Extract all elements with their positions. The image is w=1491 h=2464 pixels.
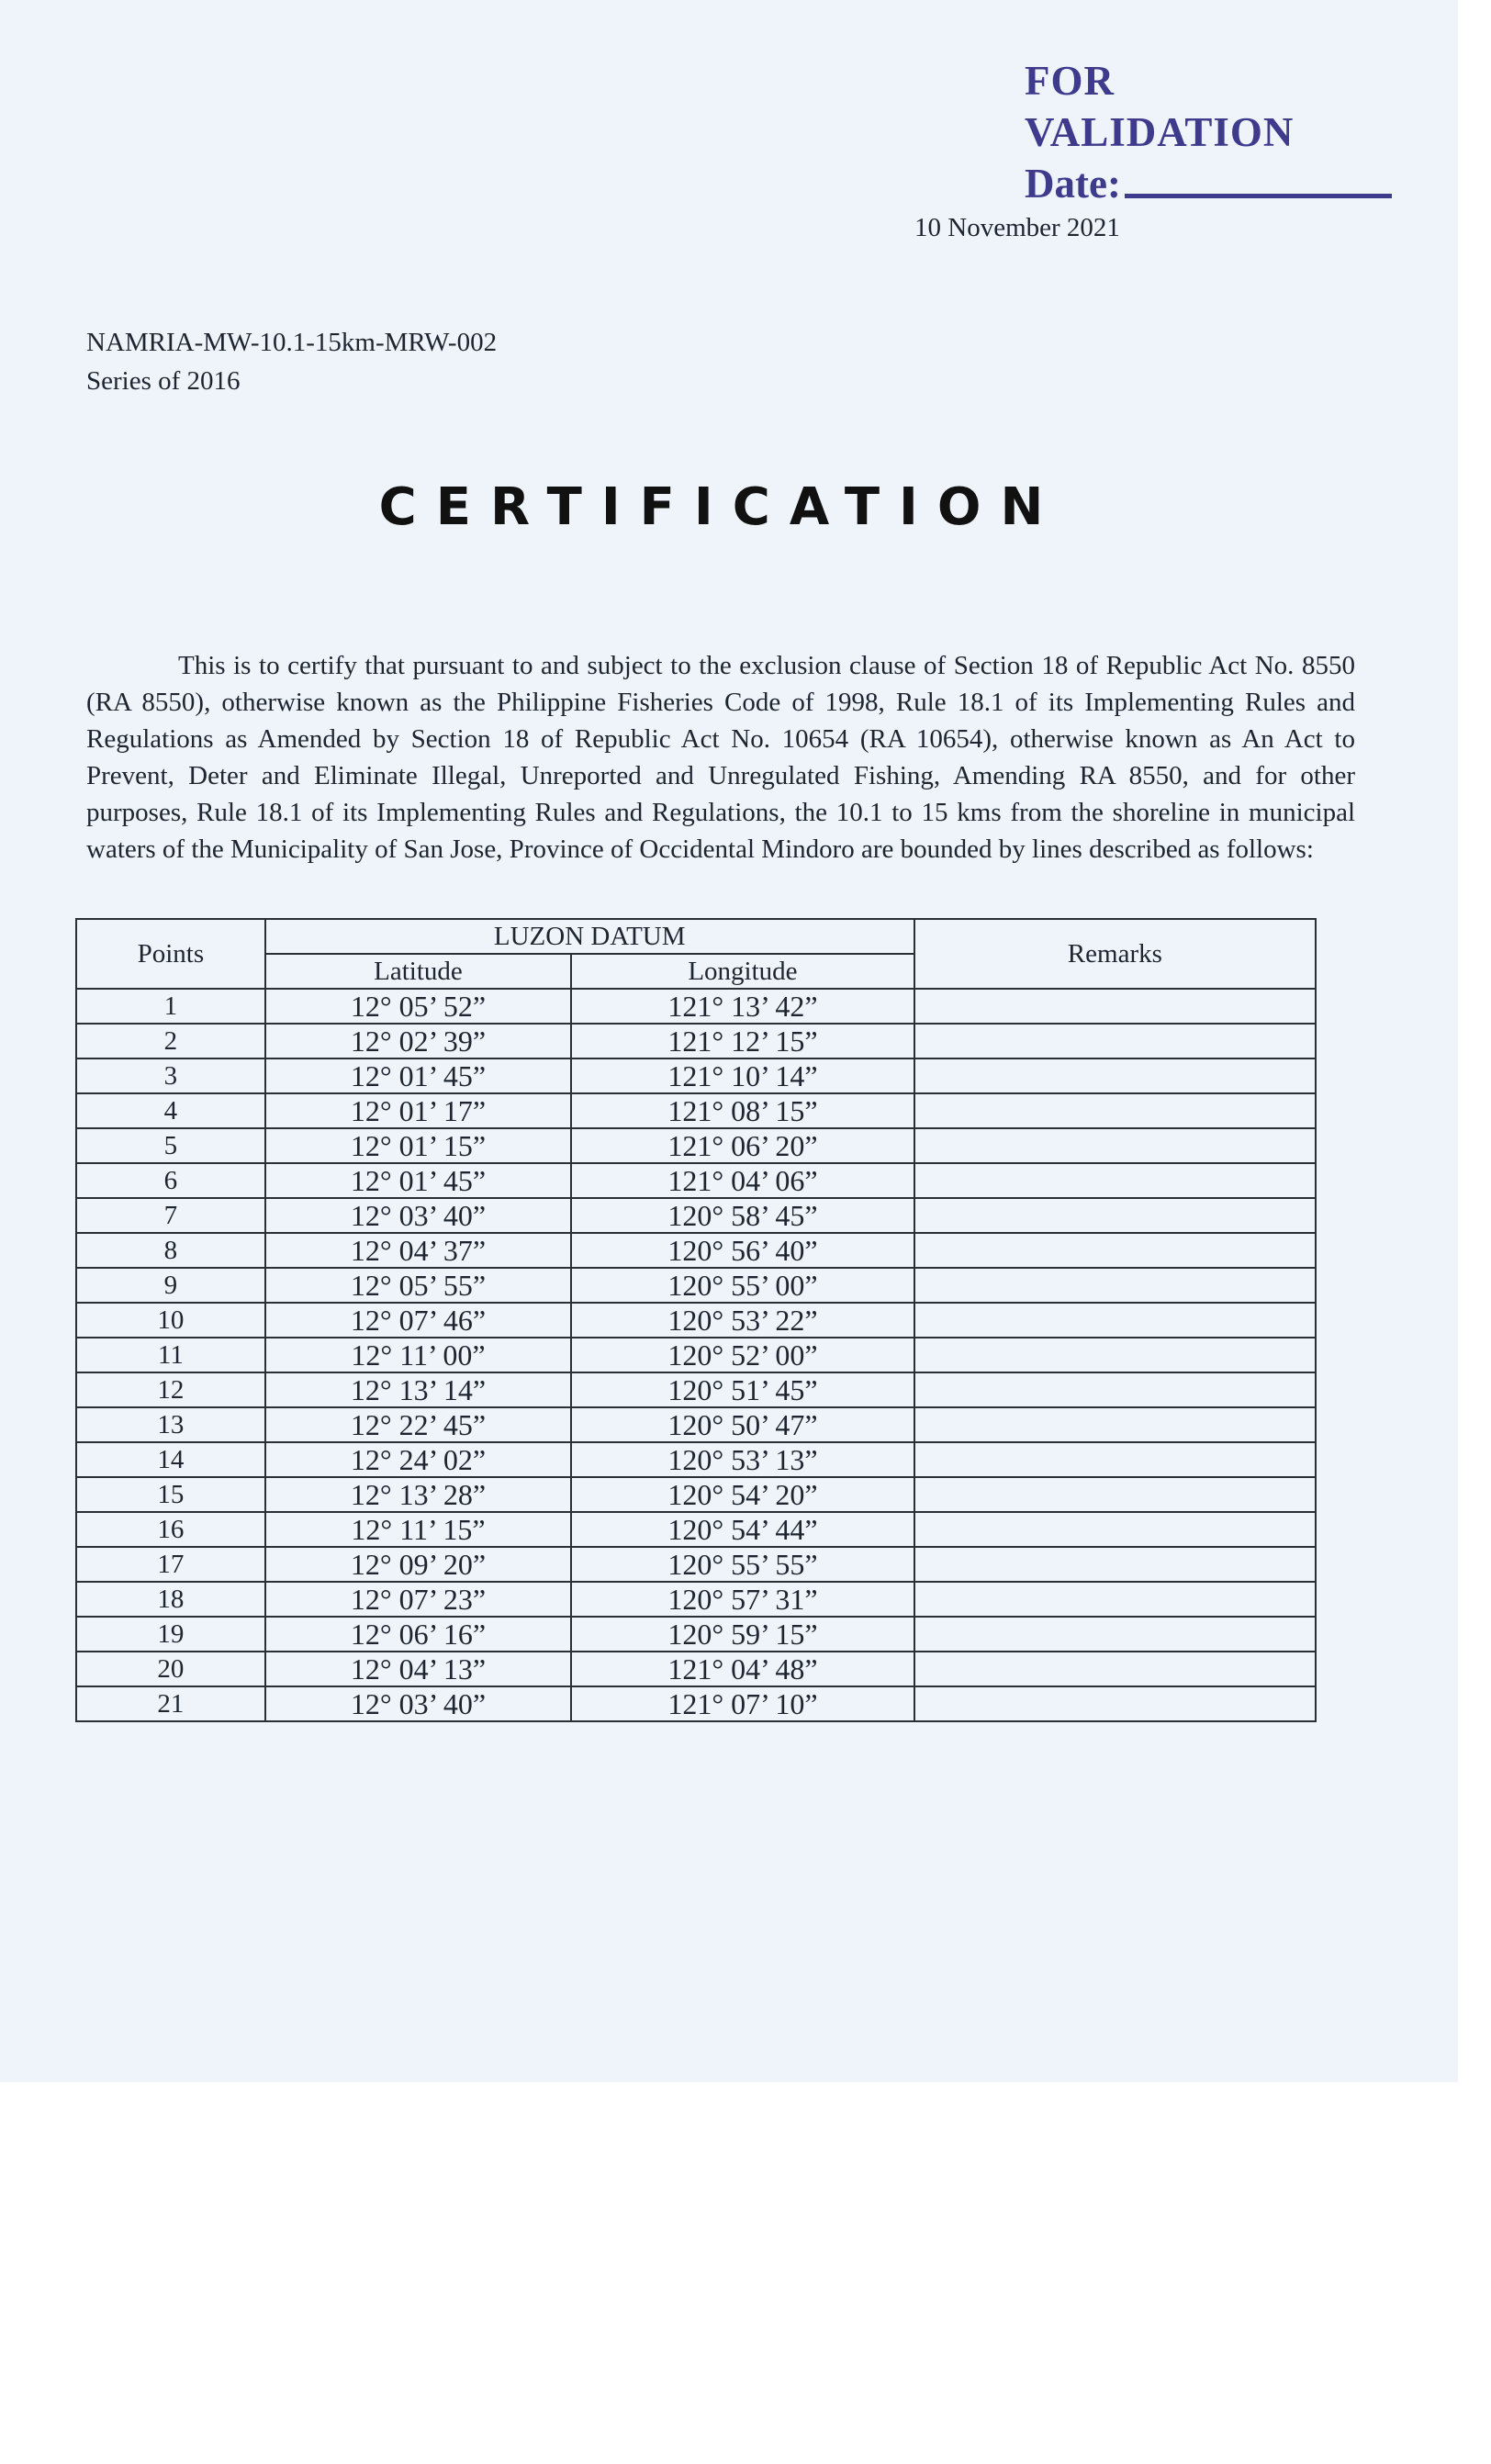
cell-latitude: 12° 22’ 45” — [265, 1407, 572, 1442]
cell-latitude: 12° 06’ 16” — [265, 1617, 572, 1652]
cell-latitude: 12° 11’ 15” — [265, 1512, 572, 1547]
cell-longitude: 120° 57’ 31” — [571, 1582, 914, 1617]
cell-latitude: 12° 07’ 23” — [265, 1582, 572, 1617]
cell-latitude: 12° 24’ 02” — [265, 1442, 572, 1477]
cell-remarks — [914, 1093, 1316, 1128]
cell-point: 8 — [76, 1233, 265, 1268]
document-date: 10 November 2021 — [914, 213, 1120, 242]
cell-latitude: 12° 05’ 52” — [265, 989, 572, 1024]
table-row — [76, 1652, 1316, 1686]
cell-longitude: 120° 55’ 00” — [571, 1268, 914, 1303]
cell-point: 13 — [76, 1407, 265, 1442]
cell-latitude: 12° 01’ 45” — [265, 1058, 572, 1093]
cell-longitude: 120° 53’ 22” — [571, 1303, 914, 1338]
cell-point: 5 — [76, 1128, 265, 1163]
cell-remarks — [914, 1198, 1316, 1233]
cell-remarks — [914, 1582, 1316, 1617]
header-points: Points — [76, 919, 265, 989]
cell-remarks — [914, 1128, 1316, 1163]
cell-latitude: 12° 13’ 28” — [265, 1477, 572, 1512]
cell-longitude: 121° 12’ 15” — [571, 1024, 914, 1058]
table-row — [76, 1268, 1316, 1303]
cell-latitude: 12° 11’ 00” — [265, 1338, 572, 1372]
cell-remarks — [914, 1477, 1316, 1512]
table-row — [76, 1477, 1316, 1512]
table-row — [76, 1163, 1316, 1198]
cell-remarks — [914, 1512, 1316, 1547]
cell-longitude: 120° 51’ 45” — [571, 1372, 914, 1407]
cell-latitude: 12° 01’ 45” — [265, 1163, 572, 1198]
cell-remarks — [914, 1617, 1316, 1652]
table-header-row — [76, 919, 1316, 954]
cell-longitude: 121° 13’ 42” — [571, 989, 914, 1024]
cell-point: 21 — [76, 1686, 265, 1721]
validation-stamp — [1025, 55, 1392, 209]
table-row — [76, 1058, 1316, 1093]
cell-longitude: 121° 06’ 20” — [571, 1128, 914, 1163]
cell-point: 9 — [76, 1268, 265, 1303]
cell-latitude: 12° 04’ 13” — [265, 1652, 572, 1686]
table-row — [76, 1407, 1316, 1442]
table-row — [76, 1512, 1316, 1547]
header-latitude: Latitude — [265, 954, 572, 989]
table-row — [76, 1442, 1316, 1477]
cell-point: 15 — [76, 1477, 265, 1512]
stamp-date-row — [1025, 158, 1392, 209]
cell-longitude: 120° 56’ 40” — [571, 1233, 914, 1268]
cell-latitude: 12° 13’ 14” — [265, 1372, 572, 1407]
cell-latitude: 12° 03’ 40” — [265, 1686, 572, 1721]
table-row — [76, 1547, 1316, 1582]
cell-remarks — [914, 1268, 1316, 1303]
table-row — [76, 1617, 1316, 1652]
cell-longitude: 120° 59’ 15” — [571, 1617, 914, 1652]
cell-point: 4 — [76, 1093, 265, 1128]
cell-longitude: 120° 54’ 44” — [571, 1512, 914, 1547]
table-row — [76, 1198, 1316, 1233]
cell-point: 20 — [76, 1652, 265, 1686]
cell-longitude: 121° 04’ 06” — [571, 1163, 914, 1198]
reference-number: NAMRIA-MW-10.1-15km-MRW-002 — [86, 328, 498, 357]
table-row — [76, 1128, 1316, 1163]
cell-remarks — [914, 989, 1316, 1024]
header-remarks: Remarks — [914, 919, 1316, 989]
cell-latitude: 12° 01’ 15” — [265, 1128, 572, 1163]
table-row — [76, 1686, 1316, 1721]
cell-longitude: 120° 55’ 55” — [571, 1547, 914, 1582]
cell-remarks — [914, 1686, 1316, 1721]
cell-latitude: 12° 01’ 17” — [265, 1093, 572, 1128]
cell-remarks — [914, 1233, 1316, 1268]
table-row — [76, 1303, 1316, 1338]
cell-point: 18 — [76, 1582, 265, 1617]
cell-remarks — [914, 1442, 1316, 1477]
table-row — [76, 1338, 1316, 1372]
cell-latitude: 12° 09’ 20” — [265, 1547, 572, 1582]
cell-remarks — [914, 1024, 1316, 1058]
cell-point: 11 — [76, 1338, 265, 1372]
cell-longitude: 120° 54’ 20” — [571, 1477, 914, 1512]
cell-longitude: 121° 08’ 15” — [571, 1093, 914, 1128]
cell-point: 16 — [76, 1512, 265, 1547]
cell-longitude: 121° 10’ 14” — [571, 1058, 914, 1093]
cell-latitude: 12° 04’ 37” — [265, 1233, 572, 1268]
coordinates-table — [75, 918, 1317, 1722]
cell-remarks — [914, 1652, 1316, 1686]
cell-point: 14 — [76, 1442, 265, 1477]
document-title: CERTIFICATION — [378, 477, 1063, 537]
reference-series: Series of 2016 — [86, 366, 241, 396]
table-row — [76, 1024, 1316, 1058]
stamp-date-label: Date: — [1025, 161, 1121, 207]
cell-longitude: 121° 07’ 10” — [571, 1686, 914, 1721]
cell-longitude: 121° 04’ 48” — [571, 1652, 914, 1686]
cell-point: 19 — [76, 1617, 265, 1652]
cell-point: 1 — [76, 989, 265, 1024]
table-row — [76, 1093, 1316, 1128]
cell-remarks — [914, 1338, 1316, 1372]
cell-latitude: 12° 05’ 55” — [265, 1268, 572, 1303]
cell-remarks — [914, 1407, 1316, 1442]
cell-point: 2 — [76, 1024, 265, 1058]
cell-longitude: 120° 52’ 00” — [571, 1338, 914, 1372]
table-row — [76, 1582, 1316, 1617]
cell-latitude: 12° 02’ 39” — [265, 1024, 572, 1058]
cell-remarks — [914, 1058, 1316, 1093]
cell-point: 7 — [76, 1198, 265, 1233]
cell-remarks — [914, 1372, 1316, 1407]
stamp-date-line — [1125, 194, 1392, 198]
reference-block — [86, 323, 497, 400]
cell-point: 17 — [76, 1547, 265, 1582]
header-luzon-datum: LUZON DATUM — [265, 919, 914, 954]
cell-point: 3 — [76, 1058, 265, 1093]
cell-point: 10 — [76, 1303, 265, 1338]
cell-latitude: 12° 03’ 40” — [265, 1198, 572, 1233]
certification-body: This is to certify that pursuant to and subject to the exclusion clause of Section 18 of Republic Act No. 8550 (RA 8550), otherwise known as the Philippine Fisheries Code of 1998, Rule 18.1 of its Implementing Rules and Regulations as Amended by Section 18 of Republic Act No. 10654 (RA 10654), otherwise known as An Act to Prevent, Deter and Eliminate Illegal, Unreported and Unregulated Fishing, Amending RA 8550, and for other purposes, Rule 18.1 of its Implementing Rules and Regulations, the 10.1 to 15 kms from the shoreline in municipal waters of the Municipality of San Jose, Province of Occidental Mindoro are bounded by lines described as follows: — [86, 651, 1355, 864]
cell-longitude: 120° 58’ 45” — [571, 1198, 914, 1233]
cell-latitude: 12° 07’ 46” — [265, 1303, 572, 1338]
table-row — [76, 989, 1316, 1024]
coordinates-table-body — [76, 989, 1316, 1721]
cell-point: 6 — [76, 1163, 265, 1198]
table-row — [76, 1233, 1316, 1268]
stamp-title: FOR VALIDATION — [1025, 58, 1295, 155]
cell-remarks — [914, 1547, 1316, 1582]
cell-remarks — [914, 1163, 1316, 1198]
header-longitude: Longitude — [571, 954, 914, 989]
cell-longitude: 120° 50’ 47” — [571, 1407, 914, 1442]
table-row — [76, 1372, 1316, 1407]
cell-point: 12 — [76, 1372, 265, 1407]
cell-longitude: 120° 53’ 13” — [571, 1442, 914, 1477]
cell-remarks — [914, 1303, 1316, 1338]
